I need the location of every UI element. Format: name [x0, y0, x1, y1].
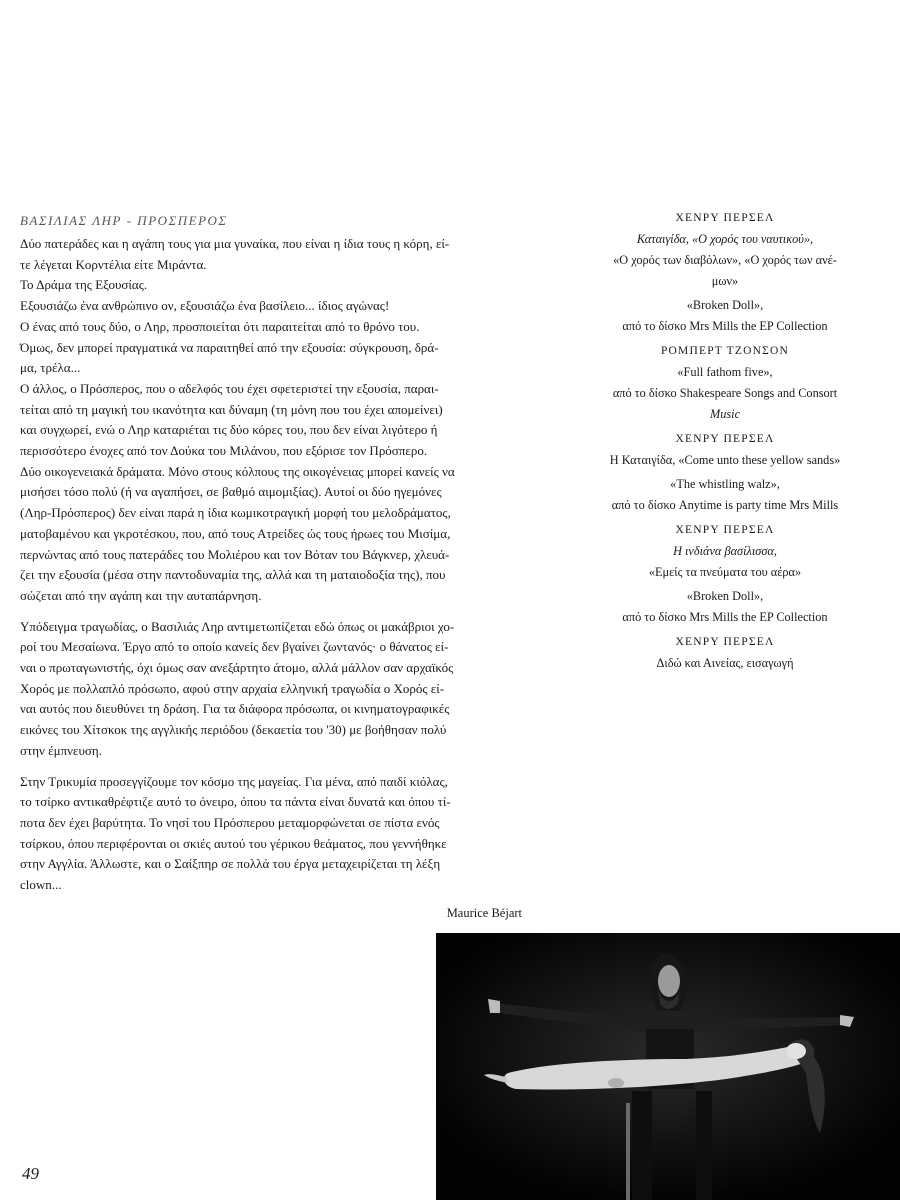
text-line: τε λέγεται Κορντέλια είτε Μιράντα.: [20, 256, 207, 272]
essay-title: ΒΑΣΙΛΙΑΣ ΛΗΡ - ΠΡΟΣΠΕΡΟΣ: [20, 213, 228, 228]
credit-line: μων»: [711, 274, 739, 288]
text-line: Δύο οικογενειακά δράματα. Μόνο στους κόλπους της οικογένειας μπορεί κανείς να: [20, 463, 455, 479]
credit-line: «Εμείς τα πνεύματα του αέρα»: [648, 565, 802, 579]
text-line: ναι ο πρωταγωνιστής, όχι όμως σαν ανεξάρτητο άτομο, αλλά μάλλον σαν αρχαϊκός: [20, 660, 454, 676]
essay-column: [20, 212, 522, 921]
credit-line: από το δίσκο Shakespeare Songs and Consort: [612, 386, 838, 400]
text-line: περνώντας από τους πατεράδες του Μολιέρου και τον Βόταν του Βάγκνερ, χλευά-: [20, 546, 450, 562]
text-line: Υπόδειγμα τραγωδίας, ο Βασιλιάς Ληρ αντιμετωπίζεται εδώ όπως οι μακάβριοι χο-: [20, 618, 455, 634]
music-credits: [590, 208, 860, 674]
text-line: Το Δράμα της Εξουσίας.: [20, 277, 148, 293]
composer-name: ΧΕΝΡΥ ΠΕΡΣΕΛ: [675, 433, 775, 445]
credit-line: «Full fathom five»,: [677, 365, 773, 379]
credit-line: Music: [709, 407, 741, 421]
composer-name: ΧΕΝΡΥ ΠΕΡΣΕΛ: [675, 636, 775, 648]
text-line: Χορός με πολλαπλό πρόσωπο, αφού στην αρχαία ελληνική τραγωδία ο Χορός εί-: [20, 680, 445, 696]
credit-line: από το δίσκο Anytime is party time Mrs Mills: [611, 498, 839, 512]
credit-line: Η ινδιάνα βασίλισσα,: [673, 544, 777, 558]
text-line: στην Αγγλία. Άλλωστε, και ο Σαίξπηρ σε πολλά του έργα μεταχειρίζεται τη λέξη: [20, 856, 441, 872]
text-line: ποτα δεν έχει βαρύτητα. Το νησί του Πρόσπερου μεταμορφώνεται σε πίστα ενός: [20, 814, 440, 830]
stage-photo: [436, 933, 900, 1200]
credit-line: «Broken Doll»,: [686, 298, 764, 312]
text-line: ροί του Μεσαίωνα. Έργο από το οποίο κανείς δεν βγαίνει ζωντανός· ο θάνατος εί-: [20, 639, 449, 655]
credit-line: «The whistling walz»,: [670, 477, 780, 491]
credit-line: Η Καταιγίδα, «Come unto these yellow sands»: [609, 453, 841, 467]
credit-line: Διδώ και Αινείας, εισαγωγή: [656, 656, 794, 670]
essay-paragraph-3: [20, 772, 522, 896]
stage-photo-illustration: [436, 933, 900, 1200]
credit-line: από το δίσκο Mrs Mills the EP Collection: [622, 610, 828, 624]
text-line: και συγχωρεί, ενώ ο Ληρ καταριέται τις δύο κόρες του, που δεν είναι λιγότερο ή: [20, 422, 438, 438]
text-line: ζει την εξουσία (μέσα στην παντοδυναμία της, αλλά και τη ματαιοδοξία της), που: [20, 567, 446, 583]
composer-name: ΡΟΜΠΕΡΤ ΤΖΟΝΣΟΝ: [660, 345, 790, 357]
text-line: μισήσει τόσο πολύ (ή να αγαπήσει, σε βαθμό αιμομιξίας). Αυτοί οι δύο ηγεμόνες: [20, 484, 442, 500]
text-line: Εξουσιάζω ένα ανθρώπινο ον, εξουσιάζω ένα βασίλειο... ίδιος αγώνας!: [20, 298, 390, 314]
credit-line: από το δίσκο Mrs Mills the EP Collection: [622, 319, 828, 333]
text-line: τείται από τη μαγική του ικανότητα και δύναμη (τη μόνη που του έχει απομείνει): [20, 401, 443, 417]
credit-line: «Broken Doll»,: [686, 589, 764, 603]
composer-name: ΧΕΝΡΥ ΠΕΡΣΕΛ: [675, 212, 775, 224]
text-line: ματοβαμένου και γκροτέσκου, που, από τους Ατρείδες ώς τους ήρωες του Μισίμα,: [20, 525, 451, 541]
composer-name: ΧΕΝΡΥ ΠΕΡΣΕΛ: [675, 524, 775, 536]
text-line: Δύο πατεράδες και η αγάπη τους για μια γυναίκα, που είναι η ίδια τους η κόρη, εί-: [20, 236, 450, 251]
text-line: σώζεται από την αγάπη και την αυταπάρνηση.: [20, 587, 262, 603]
text-line: Όμως, δεν μπορεί πραγματικά να παραιτηθεί από την εξουσία: σύγκρουση, δρά-: [20, 339, 439, 355]
text-line: το τσίρκο αντικαθρέφτιζε αυτό το όνειρο, όπου τα πάντα είναι δυνατά και όπου τί-: [20, 794, 451, 810]
text-line: (Ληρ-Πρόσπερος) δεν είναι παρά η ίδια κωμικοτραγική μορφή του μελοδράματος,: [20, 505, 451, 521]
text-line: εικόνες του Χίτσκοκ της αγγλικής περιόδου (δεκαετία του '30) με βοήθησαν πολύ: [20, 722, 447, 738]
text-line: Ο άλλος, ο Πρόσπερος, που ο αδελφός του έχει σφετεριστεί την εξουσία, παραι-: [20, 380, 439, 396]
credit-line: «Ο χορός των διαβόλων», «Ο χορός των ανέ-: [613, 253, 837, 267]
credit-line: Καταιγίδα, «Ο χορός του ναυτικού»,: [636, 232, 814, 246]
text-line: clown...: [20, 877, 62, 893]
author-signature: Maurice Béjart: [446, 905, 522, 920]
text-line: ναι αυτός που διευθύνει τη δράση. Για τα διάφορα πρόσωπα, οι κινηματογραφικές: [20, 701, 450, 717]
page-number: 49: [22, 1164, 39, 1183]
text-line: περισσότερο ένοχες από τον Δούκα του Μιλάνου, που εξόρισε τον Πρόσπερο.: [20, 443, 428, 459]
text-line: μα, τρέλα...: [20, 360, 81, 376]
text-line: στην έμπνευση.: [20, 742, 102, 758]
essay-paragraph-2: [20, 617, 522, 762]
text-line: τσίρκου, όπου περιφέρονται οι σκιές αυτού του γέρικου θεάματος, που γεννήθηκε: [20, 835, 447, 851]
text-line: Στην Τρικυμία προσεγγίζουμε τον κόσμο της μαγείας. Για μένα, από παιδί κιόλας,: [20, 773, 448, 789]
text-line: Ο ένας από τους δύο, ο Ληρ, προσποιείται ότι παραιτείται από το θρόνο του.: [20, 318, 420, 334]
essay-paragraph-1: [20, 234, 522, 607]
